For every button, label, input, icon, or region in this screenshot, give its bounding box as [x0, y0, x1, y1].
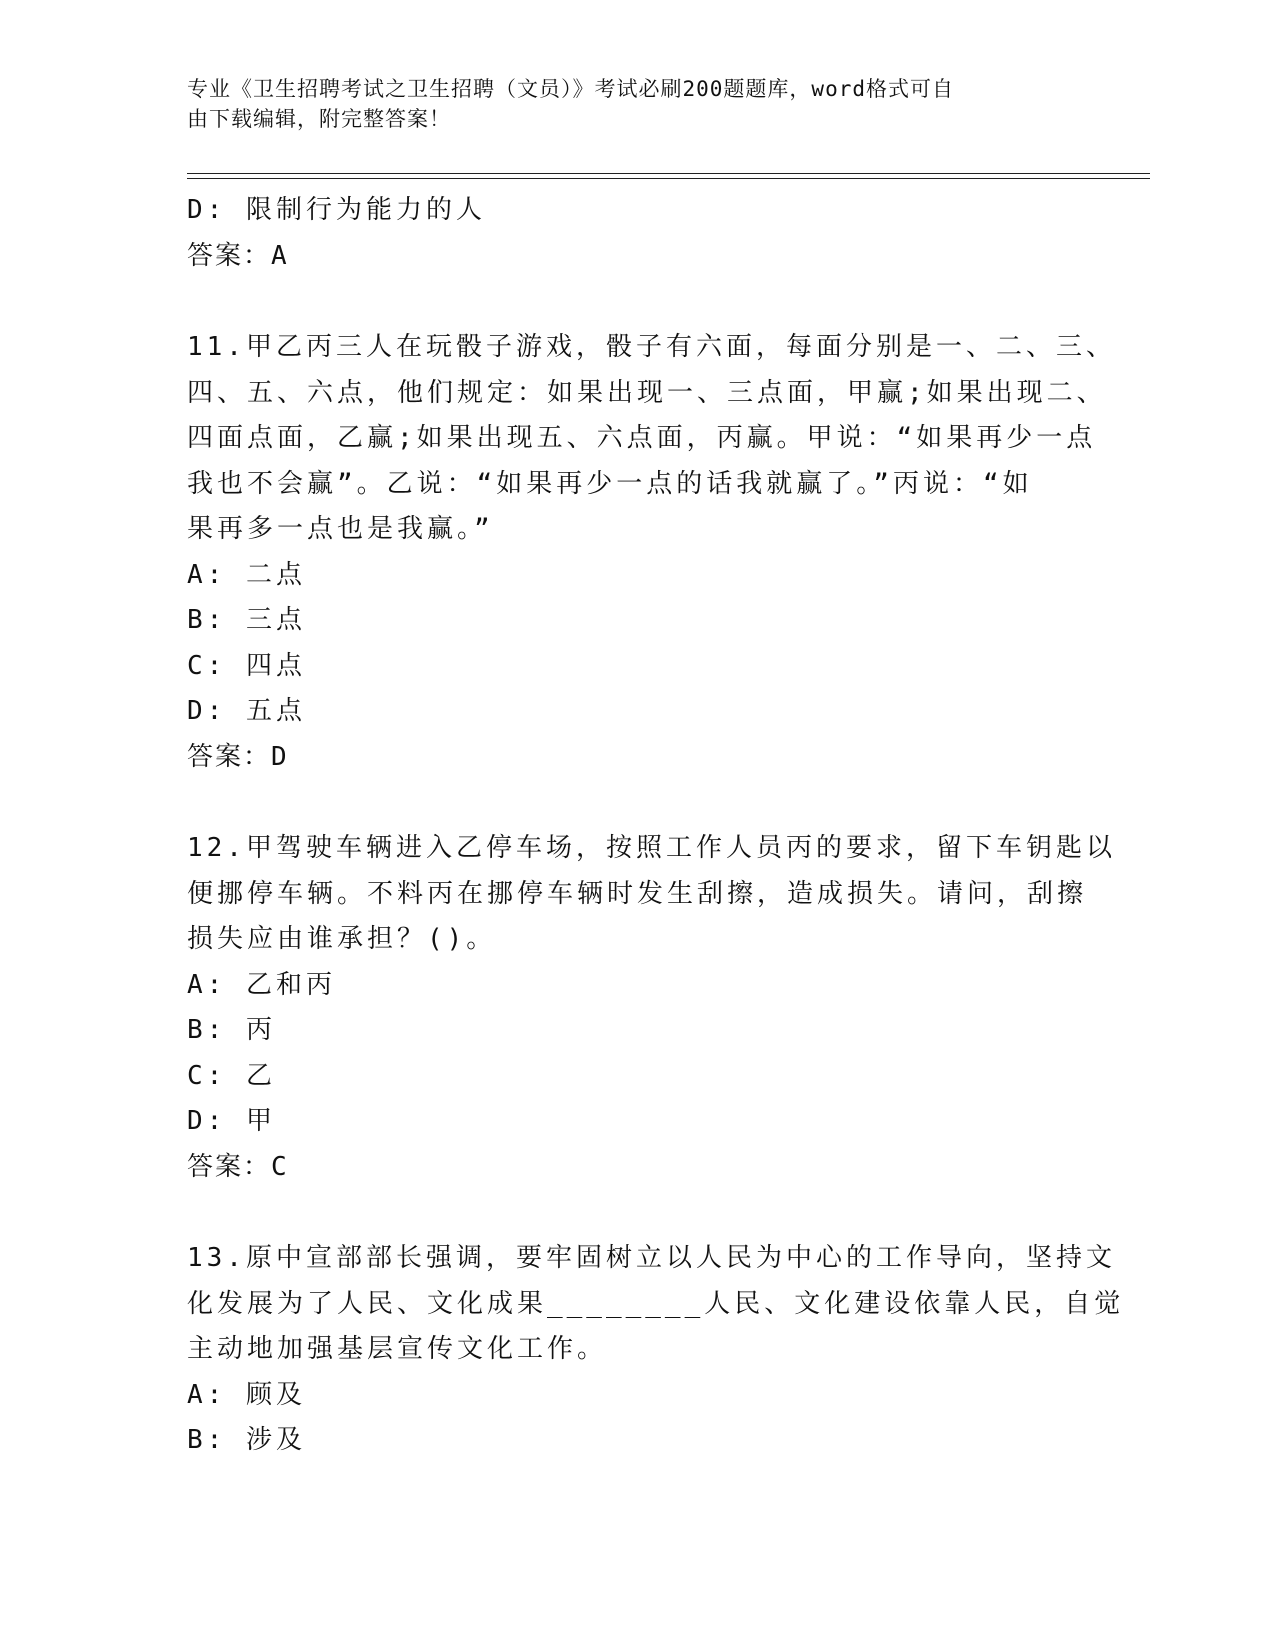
question-text-line: 主动地加强基层宣传文化工作。 — [187, 1334, 608, 1364]
option-c: C: 四点 — [187, 650, 306, 681]
option-a: A: 顾及 — [187, 1379, 306, 1410]
header-divider-bottom — [187, 178, 1150, 179]
header-line-1: 专业《卫生招聘考试之卫生招聘（文员）》考试必刷200题题库，word格式可自 — [187, 77, 954, 101]
option-d: D: 限制行为能力的人 — [187, 195, 486, 225]
question-text-line: 12.甲驾驶车辆进入乙停车场，按照工作人员丙的要求，留下车钥匙以 — [187, 833, 1116, 863]
question-text-line: 11.甲乙丙三人在玩骰子游戏，骰子有六面，每面分别是一、二、三、 — [187, 332, 1116, 362]
question-text-line: 四、五、六点，他们规定：如果出现一、三点面，甲赢;如果出现二、 — [187, 377, 1107, 408]
question-text-line: 果再多一点也是我赢。” — [187, 514, 494, 544]
header-divider-top — [187, 173, 1150, 174]
answer: 答案：C — [187, 1151, 289, 1182]
question-text-line: 13.原中宣部部长强调，要牢固树立以人民为中心的工作导向，坚持文 — [187, 1243, 1116, 1273]
question-10-tail — [187, 188, 1077, 279]
question-text-line: 便挪停车辆。不料丙在挪停车辆时发生刮擦，造成损失。请问，刮擦 — [187, 878, 1088, 909]
question-11 — [187, 325, 1116, 780]
option-c: C: 乙 — [187, 1060, 276, 1091]
option-b: B: 涉及 — [187, 1425, 306, 1455]
answer: 答案：A — [187, 240, 289, 271]
option-a: A: 乙和丙 — [187, 969, 336, 1000]
option-b: B: 丙 — [187, 1015, 276, 1045]
option-d: D: 五点 — [187, 696, 306, 726]
question-13 — [187, 1236, 1125, 1464]
option-a: A: 二点 — [187, 559, 306, 590]
question-list — [187, 188, 1125, 1464]
answer: 答案：D — [187, 741, 289, 772]
page-header — [187, 74, 1067, 134]
question-text-line: 损失应由谁承担？()。 — [187, 924, 497, 954]
question-text-line: 四面点面，乙赢;如果出现五、六点面，丙赢。甲说：“如果再少一点 — [187, 423, 1097, 453]
question-text-line: 化发展为了人民、文化成果________人民、文化建设依靠人民，自觉 — [187, 1288, 1125, 1319]
header-line-2: 由下载编辑，附完整答案！ — [187, 107, 451, 131]
option-d: D: 甲 — [187, 1106, 276, 1136]
option-b: B: 三点 — [187, 605, 306, 635]
question-12 — [187, 826, 1116, 1190]
question-text-line: 我也不会赢”。乙说：“如果再少一点的话我就赢了。”丙说：“如 — [187, 468, 1033, 499]
